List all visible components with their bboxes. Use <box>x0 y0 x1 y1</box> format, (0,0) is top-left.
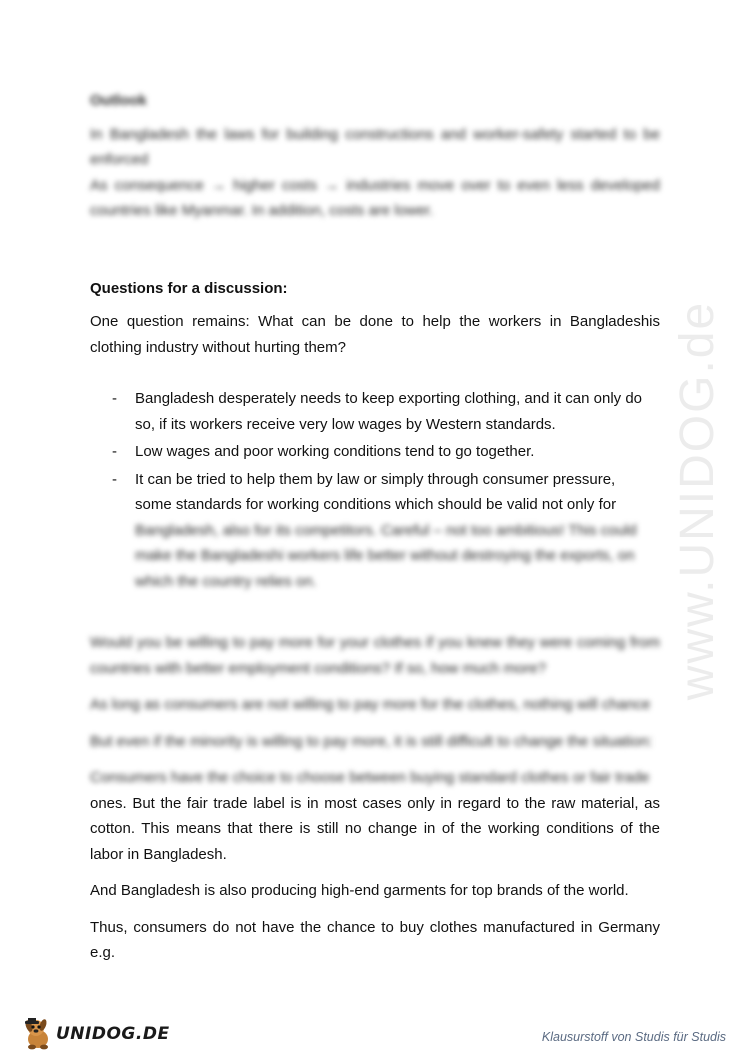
outlook-paragraph-2: As consequence → higher costs → industries move over to even less developed countries like Myanmar. In addition, costs are lower. <box>90 176 660 219</box>
discussion-heading: Questions for a discussion: <box>90 279 288 297</box>
outlook-heading: Outlook <box>90 92 147 109</box>
bullet-text: Low wages and poor working conditions tend to go together. <box>135 443 535 460</box>
unidog-logo[interactable] <box>22 1016 170 1052</box>
discussion-bullet-list <box>90 386 660 594</box>
paragraph-consumers-not-willing: As long as consumers are not willing to pay more for the clothes, nothing will chance <box>90 696 651 713</box>
logo-text: UNIDOG.DE <box>56 1024 170 1044</box>
paragraph-minority: But even if the minority is willing to pay more, it is still difficult to change the situation: <box>90 732 653 750</box>
bullet-dash: - <box>112 390 117 407</box>
outlook-paragraph-1: In Bangladesh the laws for building constructions and worker-safety started to be enforced <box>90 125 660 168</box>
blurred-paragraphs <box>90 630 660 791</box>
paragraph-consumer-question: Would you be willing to pay more for your clothes if you knew they were coming from countries with better employment conditions? If so, how much more? <box>90 634 660 677</box>
bullet-text: Bangladesh desperately needs to keep exporting clothing, and it can only do so, if its workers receive very low wages by Western standards. <box>135 390 643 433</box>
document-body <box>90 88 660 977</box>
list-item <box>90 439 660 465</box>
footer-tagline: Klausurstoff von Studis für Studis <box>541 1030 726 1044</box>
paragraph-consumers-chance: Thus, consumers do not have the chance to buy clothes manufactured in Germany e.g. <box>90 918 660 961</box>
list-item <box>90 467 660 595</box>
dog-mascot-icon <box>22 1017 54 1051</box>
paragraph-fair-trade: ones. But the fair trade label is in most cases only in regard to the raw material, as cotton. This means that there is still no change in of the working conditions of the labor in Bangladesh. <box>90 794 660 863</box>
bullet-text-blurred: Bangladesh, also for its competitors. Careful – not too ambitious! This could make the Bangladeshi workers life better without destroying the exports, on which the country relies on. <box>135 521 637 590</box>
watermark-text: www.UNIDOG.de <box>671 300 725 700</box>
paragraph-fair-trade-start: Consumers have the choice to choose between buying standard clothes or fair trade <box>90 769 650 786</box>
discussion-question: One question remains: What can be done to help the workers in Bangladeshis clothing industry without hurting them? <box>90 313 660 356</box>
bullet-text: It can be tried to help them by law or simply through consumer pressure, some standards for working conditions which should be valid not only for <box>135 470 617 513</box>
paragraph-high-end-garments: And Bangladesh is also producing high-end garments for top brands of the world. <box>90 882 629 899</box>
bullet-dash: - <box>112 470 117 488</box>
bullet-dash: - <box>112 443 117 460</box>
watermark <box>658 270 738 730</box>
outlook-section <box>90 88 660 224</box>
list-item <box>90 386 660 437</box>
